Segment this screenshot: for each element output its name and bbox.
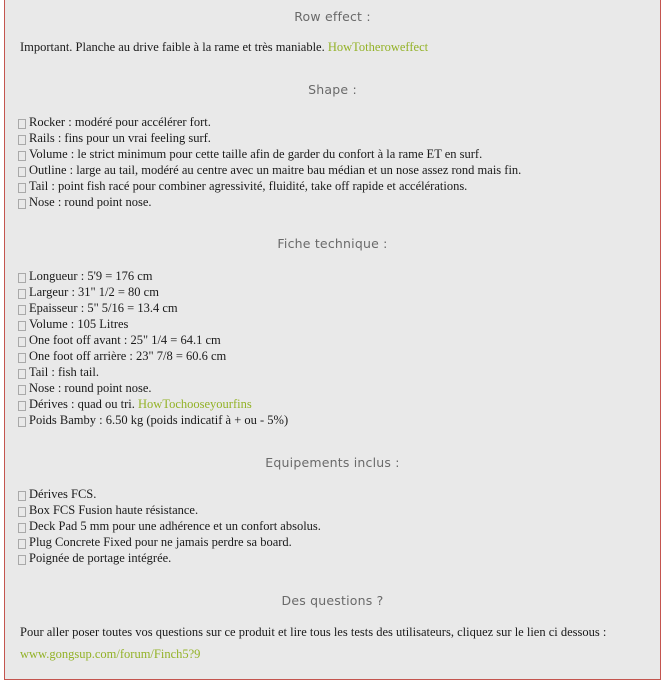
bullet-box-icon — [18, 119, 26, 129]
list-item: Tail : fish tail. — [18, 364, 288, 380]
bullet-box-icon — [18, 321, 26, 331]
list-item: Plug Concrete Fixed pour ne jamais perdre sa board. — [18, 534, 321, 550]
bullet-box-icon — [18, 507, 26, 517]
bullet-box-icon — [18, 199, 26, 209]
list-item: One foot off avant : 25" 1/4 = 64.1 cm — [18, 332, 288, 348]
row-effect-text: Important. Planche au drive faible à la rame et très maniable. — [20, 40, 325, 54]
row-effect-link[interactable]: HowTotheroweffect — [327, 40, 429, 54]
list-item: Box FCS Fusion haute résistance. — [18, 502, 321, 518]
fiche-technique-heading: Fiche technique : — [277, 236, 388, 251]
fiche-technique-list — [18, 268, 288, 428]
list-item: Rails : fins pour un vrai feeling surf. — [18, 130, 521, 146]
list-item: Nose : round point nose. — [18, 380, 288, 396]
list-item: Tail : point fish racé pour combiner agressivité, fluidité, take off rapide et accélérations. — [18, 178, 521, 194]
bullet-box-icon — [18, 385, 26, 395]
list-item: Epaisseur : 5" 5/16 = 13.4 cm — [18, 300, 288, 316]
list-item: One foot off arrière : 23" 7/8 = 60.6 cm — [18, 348, 288, 364]
list-item: Volume : 105 Litres — [18, 316, 288, 332]
bullet-box-icon — [18, 167, 26, 177]
bullet-box-icon — [18, 151, 26, 161]
list-item: Outline : large au tail, modéré au centre avec un maitre bau médian et un nose assez rond mais fin. — [18, 162, 521, 178]
bullet-box-icon — [18, 523, 26, 533]
bullet-box-icon — [18, 417, 26, 427]
bullet-box-icon — [18, 353, 26, 363]
bullet-box-icon — [18, 337, 26, 347]
bullet-box-icon — [18, 289, 26, 299]
list-item: Largeur : 31" 1/2 = 80 cm — [18, 284, 288, 300]
bullet-box-icon — [18, 369, 26, 379]
list-item: Longueur : 5'9 = 176 cm — [18, 268, 288, 284]
bullet-box-icon — [18, 555, 26, 565]
list-item: Poignée de portage intégrée. — [18, 550, 321, 566]
list-item — [18, 396, 288, 412]
list-item: Nose : round point nose. — [18, 194, 521, 210]
bullet-box-icon — [18, 491, 26, 501]
equipements-list — [18, 486, 321, 566]
list-item: Volume : le strict minimum pour cette taille afin de garder du confort à la rame ET en surf. — [18, 146, 521, 162]
bullet-box-icon — [18, 305, 26, 315]
forum-link[interactable]: www.gongsup.com/forum/Finch5?9 — [20, 647, 201, 661]
list-item: Rocker : modéré pour accélérer fort. — [18, 114, 521, 130]
list-item: Poids Bamby : 6.50 kg (poids indicatif à + ou - 5%) — [18, 412, 288, 428]
bullet-box-icon — [18, 539, 26, 549]
equipements-heading: Equipements inclus : — [265, 455, 400, 470]
bullet-box-icon — [18, 135, 26, 145]
shape-list — [18, 114, 521, 210]
questions-text: Pour aller poser toutes vos questions sur ce produit et lire tous les tests des utilisateurs, cliquez sur le lien ci dessous : — [20, 625, 607, 639]
product-details-panel — [4, 0, 661, 680]
shape-heading: Shape : — [308, 82, 357, 97]
fins-guide-link[interactable]: HowTochooseyourfins — [138, 397, 252, 411]
derives-text: Dérives : quad ou tri. — [29, 397, 135, 411]
bullet-box-icon — [18, 273, 26, 283]
bullet-box-icon — [18, 183, 26, 193]
row-effect-paragraph — [20, 40, 428, 55]
questions-heading: Des questions ? — [281, 593, 384, 608]
row-effect-heading: Row effect : — [294, 9, 371, 24]
bullet-box-icon — [18, 401, 26, 411]
list-item: Dérives FCS. — [18, 486, 321, 502]
list-item: Deck Pad 5 mm pour une adhérence et un confort absolus. — [18, 518, 321, 534]
